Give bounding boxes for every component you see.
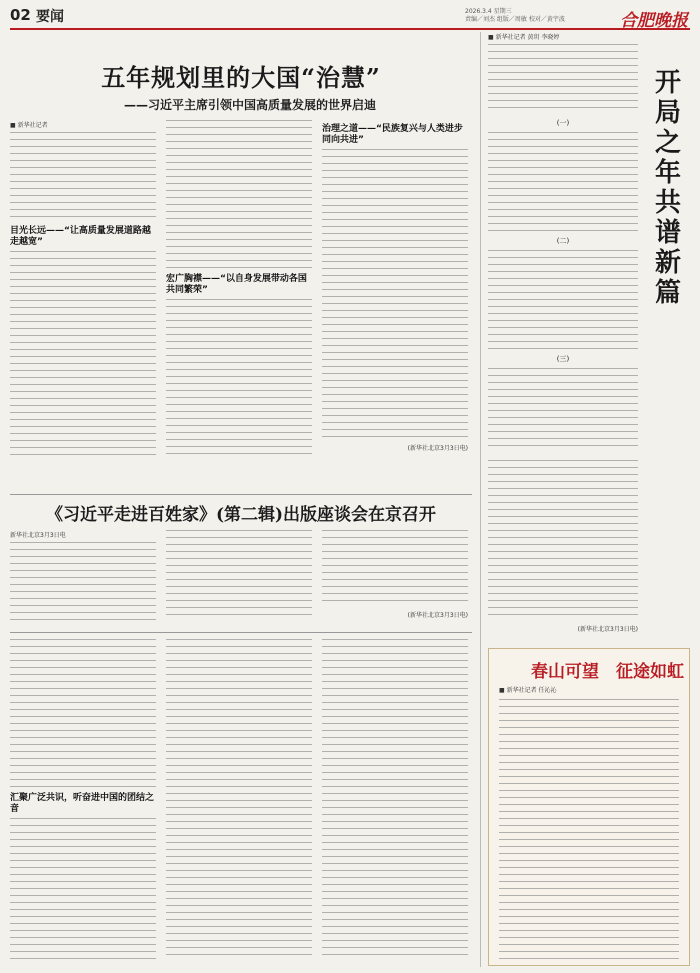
- text-lines: [488, 132, 638, 232]
- feature-column-3: [322, 639, 468, 964]
- issue-meta: [465, 8, 615, 24]
- text-lines: [166, 639, 312, 959]
- lead-heading-3: 治理之道——“民族复兴与人类进步同向共进”: [322, 124, 463, 145]
- second-endnote: (新华社北京3月3日电): [407, 612, 468, 619]
- page-header: [10, 6, 690, 30]
- section-number-1: (一): [556, 119, 570, 127]
- second-dateline: 新华社北京3月3日电: [10, 532, 66, 539]
- right-byline: ■ 新华社记者 黄玥 李晓婷: [488, 34, 560, 41]
- right-article-continued: [488, 460, 638, 640]
- page-number: 02: [10, 6, 31, 24]
- lead-heading-2: 宏广胸襟——“以自身发展带动各国共同繁荣”: [166, 274, 307, 295]
- text-lines: [10, 542, 156, 622]
- second-column-2: [166, 530, 312, 628]
- lead-article-body: [10, 120, 472, 460]
- second-column-3: [322, 530, 468, 628]
- text-lines: [166, 120, 312, 270]
- lead-subheadline: ——习近平主席引领中国高质量发展的世界启迪: [123, 98, 376, 112]
- feature-column-1: [10, 639, 156, 964]
- sidebar-text: [499, 699, 679, 959]
- section-number-2: (二): [556, 237, 570, 245]
- text-lines: [322, 149, 468, 439]
- second-headline: 《习近平走进百姓家》(第二辑)出版座谈会在京召开: [45, 505, 437, 525]
- text-lines: [10, 132, 156, 222]
- column-separator: [480, 32, 481, 967]
- feature-article: [10, 632, 472, 968]
- vertical-title: 开局之年 共谱新篇: [654, 68, 681, 308]
- second-column-1: [10, 530, 156, 628]
- issue-date: 2026.3.4 星期三: [465, 8, 512, 15]
- lead-byline: ■ 新华社记者: [10, 122, 48, 129]
- section-name: 要闻: [36, 9, 64, 25]
- right-article: [488, 32, 638, 452]
- text-lines: [488, 44, 638, 114]
- lead-endnote: (新华社北京3月3日电): [407, 445, 468, 452]
- text-lines: [166, 299, 312, 459]
- right-endnote: (新华社北京3月3日电): [577, 626, 638, 633]
- feature-column-2: [166, 639, 312, 964]
- lead-headline: 五年规划里的大国“治慧”: [101, 63, 381, 92]
- text-lines: [488, 460, 638, 620]
- editor-credits: 责编／刘杰 组版／周敏 校对／黄宇波: [465, 16, 565, 23]
- text-lines: [488, 250, 638, 350]
- sidebar-box: [488, 648, 690, 966]
- text-lines: [10, 818, 156, 964]
- sidebar-byline: ■ 新华社记者 任沁沁: [499, 687, 557, 694]
- feature-heading-1: 汇聚广泛共识，听奋进中国的团结之音: [10, 793, 155, 814]
- text-lines: [488, 368, 638, 448]
- second-article-body: [10, 530, 472, 628]
- sidebar-title: 春山可望 征途如虹: [531, 662, 684, 682]
- text-lines: [322, 639, 468, 959]
- lead-heading-1: 目光长远——“让高质量发展道路越走越宽”: [10, 226, 151, 247]
- section-divider: [10, 494, 472, 495]
- text-lines: [166, 530, 312, 620]
- masthead-logo: 合肥晚报: [620, 11, 688, 31]
- lead-column-2: [166, 120, 312, 460]
- text-lines: [10, 639, 156, 789]
- lead-column-3: [322, 120, 468, 460]
- lead-column-1: [10, 120, 156, 460]
- section-number-3: (三): [556, 355, 570, 363]
- text-lines: [322, 530, 468, 606]
- text-lines: [10, 251, 156, 460]
